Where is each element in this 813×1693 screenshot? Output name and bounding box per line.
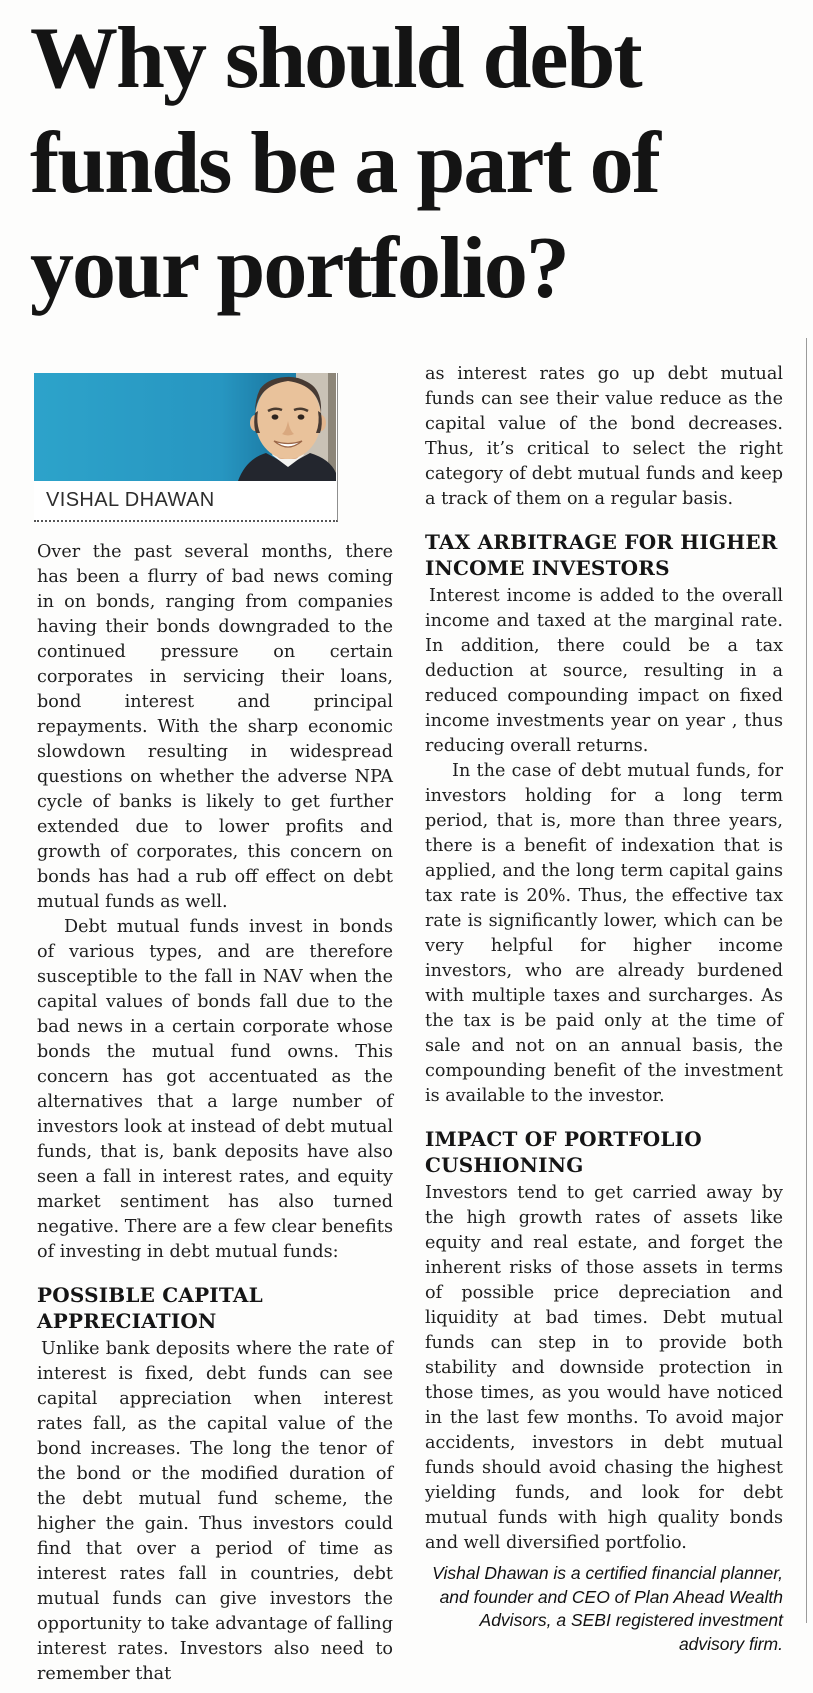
page-edge-rule xyxy=(806,338,807,1623)
article-column-right xyxy=(425,362,783,1656)
article-title-line-1: Why should debt xyxy=(30,10,641,107)
article-paragraph: Unlike bank deposits where the rate of interest is fixed, debt funds can see capital appreciation when interest rates fall, as the capital value of the bond increases. The long the tenor of the bond or the modified duration of the debt mutual fund scheme, the higher the gain. Thus investors could find that over a period of time as interest rates fall in countries, debt mutual funds can give investors the opportunity to take advantage of falling interest rates. Investors also need to remember that xyxy=(37,1339,393,1684)
article-title-line-2: funds be a part of xyxy=(30,115,659,212)
article-paragraph: In the case of debt mutual funds, for investors holding for a long term period, that is, more than three years, there is a benefit of indexation that is applied, and the long term capital gains tax rate is 20%. Thus, the effective tax rate is significantly lower, which can be very helpful for higher income investors, who are already burdened with multiple taxes and surcharges. As the tax is be paid only at the time of sale and not on an annual basis, the compounding benefit of the investment is available to the investor. xyxy=(425,761,783,1106)
author-photo-box xyxy=(34,373,338,522)
article-paragraph: Interest income is added to the overall income and taxed at the marginal rate. In addition, there could be a tax deduction at source, resulting in a reduced compounding impact on fixed income investments year on year , thus reducing overall returns. xyxy=(425,586,783,756)
article-paragraph: Investors tend to get carried away by the high growth rates of assets like equity and real estate, and forget the inherent risks of those assets in terms of possible price depreciation and liquidity at bad times. Debt mutual funds can step in to provide both stability and downside protection in those times, as you would have noticed in the last few months. To avoid major accidents, investors in debt mutual funds should avoid chasing the highest yielding funds, and look for debt mutual funds with high quality bonds and well diversified portfolio. xyxy=(425,1183,783,1553)
article-paragraph: Over the past several months, there has been a flurry of bad news coming in on bonds, ranging from companies having their bonds downgraded to the continued pressure on certain corporates in servicing their loans, bond interest and principal repayments. With the sharp economic slowdown resulting in widespread questions on whether the adverse NPA cycle of banks is likely to get further extended due to lower profits and growth of corporates, this concern on bonds has had a rub off effect on debt mutual funds as well. xyxy=(37,542,393,912)
author-photo xyxy=(34,373,336,481)
author-name-caption: VISHAL DHAWAN xyxy=(46,489,215,511)
article-title-line-3: your portfolio? xyxy=(30,220,568,317)
article-paragraph: Debt mutual funds invest in bonds of various types, and are therefore susceptible to the fall in NAV when the capital values of bonds fall due to the bad news in a certain corporate whose bonds the mutual fund owns. This concern has got accentuated as the alternatives that a large number of investors look at instead of debt mutual funds, that is, bank deposits have also seen a fall in interest rates, and equity market sentiment has also turned negative. There are a few clear benefits of investing in debt mutual funds: xyxy=(37,917,393,1262)
section-heading-possible-capital-appreciation: POSSIBLE CAPITAL APPRECIATION xyxy=(37,1283,263,1333)
article-paragraph: as interest rates go up debt mutual funds can see their value reduce as the capital value of the bond decreases. Thus, it’s critical to select the right category of debt mutual funds and keep a track of them on a regular basis. xyxy=(425,364,783,509)
author-byline: Vishal Dhawan is a certified financial planner, and founder and CEO of Plan Ahead Wealth Advisors, a SEBI registered investment advisory firm. xyxy=(432,1563,783,1654)
section-heading-tax-arbitrage: TAX ARBITRAGE FOR HIGHER INCOME INVESTORS xyxy=(425,530,778,580)
article-title xyxy=(30,6,790,321)
section-heading-impact-of-portfolio-cushioning: IMPACT OF PORTFOLIO CUSHIONING xyxy=(425,1127,702,1177)
article-column-left xyxy=(37,540,393,1687)
